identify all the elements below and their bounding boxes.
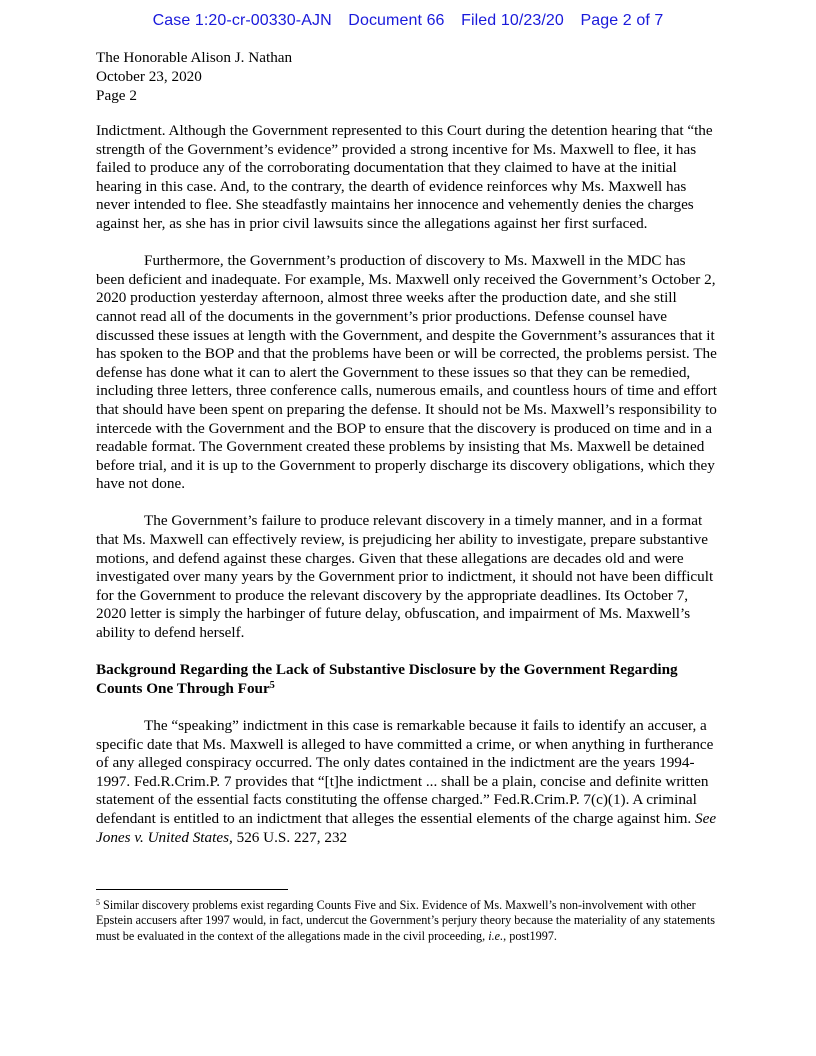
paragraph-1: Indictment. Although the Government represented to this Court during the detention hearing that “the strength of the Government’s evidence” provided a strong incentive for Ms. Maxwell to flee, it has failed to produce any of the corroborating documentation that they claimed to have at the initial hearing in this case. And, to the contrary, the dearth of evidence reinforces why Ms. Maxwell has never intended to flee. She steadfastly maintains her innocence and vehemently denies the charges against her, as she has in prior civil lawsuits since the allegations against her first surfaced. <box>96 122 713 232</box>
footnote-text: Similar discovery problems exist regarding Counts Five and Six. Evidence of Ms. Maxwell’s non-involvement with other Epstein accusers after 1997 would, in fact, undercut the Government’s perjury theory because the materiality of any statements must be evaluated in the context of the allegations made in the civil proceeding, <box>96 898 715 943</box>
case-citation: See Jones v. United States, <box>96 809 717 846</box>
paragraph-4-text: The “speaking” indictment in this case is remarkable because it fails to identify an accuser, a specific date that Ms. Maxwell is alleged to have committed a crime, or when anything in furtherance of any alleged conspiracy occurred. The only dates contained in the indictment are the years 1994-1997. Fed.R.Crim.P. 7 provides that “[t]he indictment ... shall be a plain, concise and definite written statement of the essential facts constituting the offense charged.” Fed.R.Crim.P. 7(c)(1). A criminal defendant is entitled to an indictment that alleges the essential elements of the charge against him. <box>96 717 714 827</box>
footnote-divider <box>96 889 288 890</box>
citation-reporter: 526 U.S. 227, 232 <box>236 828 348 846</box>
page-count: Page 2 of 7 <box>580 12 664 29</box>
footnote <box>96 898 718 944</box>
letter-address-block <box>96 48 292 105</box>
recipient: The Honorable Alison J. Nathan <box>96 49 293 66</box>
footnote-tail: , post1997. <box>503 928 557 943</box>
footnote-number: 5 <box>96 898 100 907</box>
footnote-ref: 5 <box>269 679 275 691</box>
case-header <box>0 12 816 30</box>
footnote-ie: i.e. <box>488 928 504 943</box>
letter-date: October 23, 2020 <box>96 68 202 85</box>
filed-date: Filed 10/23/20 <box>461 12 564 29</box>
section-heading-text: Background Regarding the Lack of Substantive Disclosure by the Government Regarding Counts One Through Four <box>96 661 678 697</box>
page-label: Page 2 <box>96 87 137 104</box>
section-heading <box>96 661 718 698</box>
letter-body <box>96 122 718 866</box>
paragraph-4 <box>96 717 718 847</box>
paragraph-2: Furthermore, the Government’s production of discovery to Ms. Maxwell in the MDC has been deficient and inadequate. For example, Ms. Maxwell only received the Government’s October 2, 2020 production yesterday afternoon, almost three weeks after the production date, and she still cannot read all of the documents in the government’s prior productions. Defense counsel have discussed these issues at length with the Government, and despite the Government’s assurances that it has spoken to the BOP and that the problems have been or will be corrected, the problems persist. The defense has done what it can to alert the Government to these issues so that they can be remedied, including three letters, three conference calls, numerous emails, and countless hours of time and effort that should have been spent on preparing the defense. It should not be Ms. Maxwell’s responsibility to intercede with the Government and the BOP to ensure that the discovery is produced on time and in a readable format. The Government created these problems by insisting that Ms. Maxwell be detained before trial, and it is up to the Government to properly discharge its discovery obligations, which they have not done. <box>96 252 717 493</box>
case-number: Case 1:20-cr-00330-AJN <box>152 12 332 29</box>
document-number: Document 66 <box>348 12 445 29</box>
paragraph-3: The Government’s failure to produce relevant discovery in a timely manner, and in a format that Ms. Maxwell can effectively review, is prejudicing her ability to investigate, prepare substantive motions, and defend against these charges. Given that these allegations are decades old and were investigated over many years by the Government prior to indictment, it should not have been difficult for the Government to produce the relevant discovery by the appropriate deadlines. Its October 7, 2020 letter is simply the harbinger of future delay, obfuscation, and impairment of Ms. Maxwell’s ability to defend herself. <box>96 512 714 642</box>
